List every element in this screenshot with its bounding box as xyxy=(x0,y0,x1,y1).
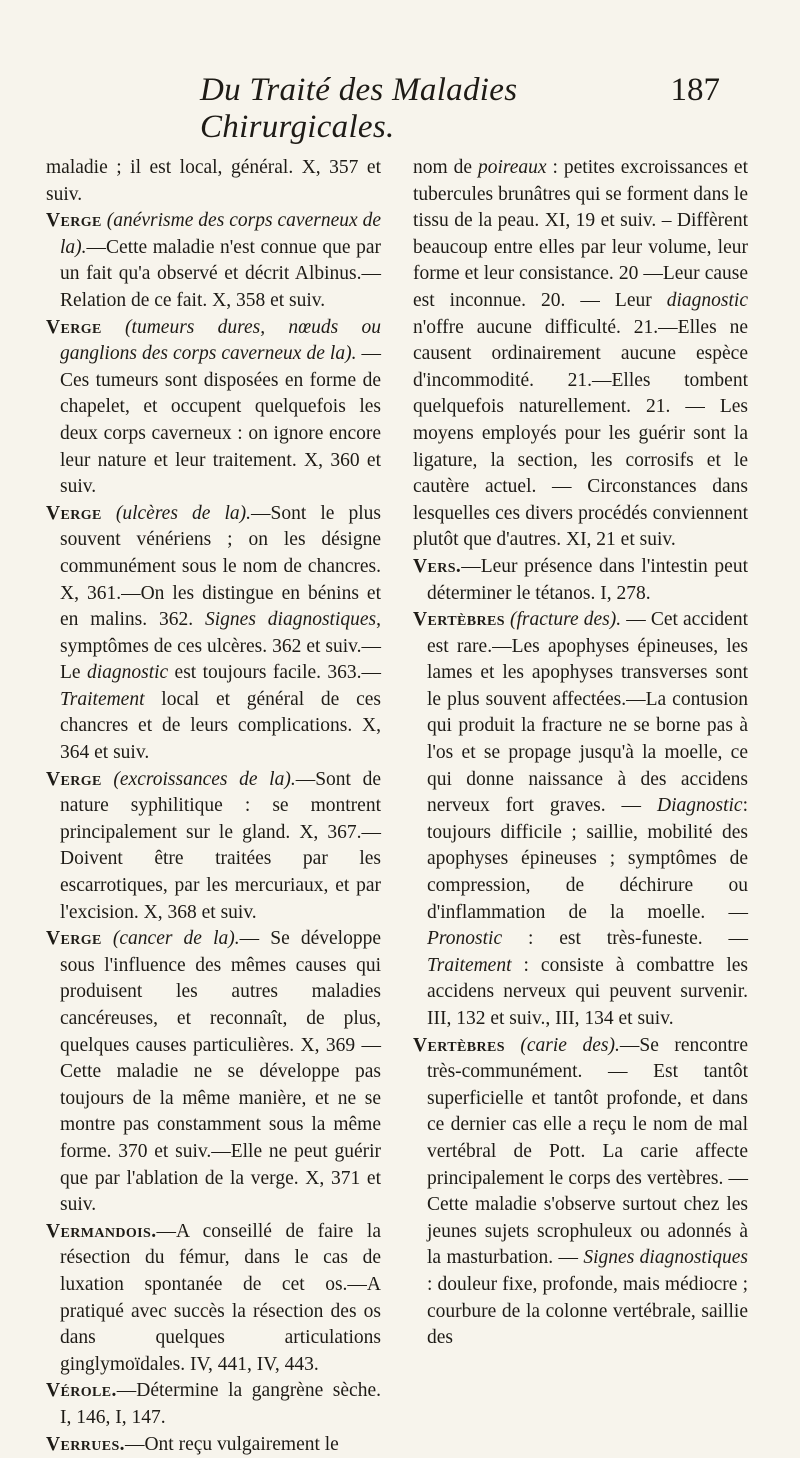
entry-text: — Cet accident est rare.—Les apophyses épineuses, les lames et les apophyses transverses sont le plus souvent affectées.—La contusion qui produit la fracture ne se borne pas à l'os et se propage jusqu'à la moelle, ce qui donne naissance à des accidens nerveux fort graves. — xyxy=(427,609,748,816)
entry-text: —Sont le plus souvent vénériens ; on les désigne communément sous le nom de chancres. X, 361.—On les distingue en bénins et en malins. 362. xyxy=(60,503,381,630)
entry-headword: Vertèbres xyxy=(413,609,505,630)
entry-italic: poireaux xyxy=(478,157,547,178)
entry-text: —Sont de nature syphilitique : se montrent principalement sur le gland. X, 367.—Doivent être traitées par les escarrotiques, par les mercuriaux, et par l'excision. X, 368 et suiv. xyxy=(60,769,381,923)
entry-text: n'offre aucune difficulté. 21.—Elles ne causent ordinairement aucune espèce d'incommodité. 21.—Elles tombent quelquefois naturellement. 21. — Les moyens employés pour les guérir sont la ligature, la section, les corrosifs et le cautère actuel. — Circonstances dans lesquelles ces divers procédés conviennent plutôt que d'autres. XI, 21 et suiv. xyxy=(413,317,748,551)
entry-qualifier: (carie des). xyxy=(520,1035,619,1056)
entry-text: —A conseillé de faire la résection du fémur, dans le cas de luxation spontanée de cet os.—A pratiqué avec succès la résection des os dans quelques articulations ginglymoïdales. IV, 441, IV, 443. xyxy=(60,1221,381,1375)
entry-headword: Verge xyxy=(46,928,102,949)
right-column xyxy=(413,155,748,1352)
continued-entry: maladie ; il est local, général. X, 357 et suiv. xyxy=(46,155,381,208)
entry-qualifier: (cancer de la). xyxy=(113,928,240,949)
entry-qualifier: (anévrisme des corps caverneux de la). xyxy=(60,210,381,258)
entry-text: — Ces tumeurs sont disposées en forme de chapelet, et occupent quelquefois les deux corps caverneux : on ignore encore leur nature et leur traitement. X, 360 et suiv. xyxy=(60,343,381,497)
entry-qualifier: (tumeurs dures, nœuds ou ganglions des corps caverneux de la). xyxy=(60,317,381,365)
entry-headword: Verge xyxy=(46,769,102,790)
entry-text: : douleur fixe, profonde, mais médiocre ; courbure de la colonne vertébrale, saillie des xyxy=(427,1274,748,1348)
page-number: 187 xyxy=(671,72,721,109)
entry-text: , symptômes de ces ulcères. 362 et suiv.—Le xyxy=(60,609,381,683)
entry-verge-tumeurs xyxy=(46,315,381,501)
entry-verrues xyxy=(46,1432,381,1458)
entry-text: : petites excroissances et tubercules brunâtres qui se forment dans le tissu de la peau. XI, 19 et suiv. – Diffèrent beaucoup entre elles par leur volume, leur forme et leur consistance. 20 —Leur cause est inconnue. 20. — Leur xyxy=(413,157,748,311)
entry-text: —Se rencontre très-communément. — Est tantôt superficielle et tantôt profonde, et dans ce dernier cas elle a reçu le nom de mal vertébral de Pott. La carie affecte principalement le corps des vertèbres. — Cette maladie s'observe surtout chez les jeunes sujets scrophuleux ou adonnés à la masturbation. — xyxy=(427,1035,748,1269)
entry-text: : est très-funeste. — xyxy=(502,928,748,949)
entry-text: : toujours difficile ; saillie, mobilité des apophyses épineuses ; symptômes de compression, de déchirure ou d'inflammation de la moelle. — xyxy=(427,795,748,922)
entry-italic: Traitement xyxy=(427,955,512,976)
entry-headword: Verrues. xyxy=(46,1434,125,1455)
entry-italic: Pronostic xyxy=(427,928,502,949)
entry-vers xyxy=(413,554,748,607)
entry-vermandois xyxy=(46,1219,381,1379)
entry-vertebres-carie xyxy=(413,1033,748,1352)
entry-headword: Verge xyxy=(46,210,102,231)
entry-verole xyxy=(46,1378,381,1431)
entry-verge-anevrisme xyxy=(46,208,381,314)
entry-text: — Se développe sous l'influence des mêmes causes qui produisent les autres maladies cancéreuses, et reconnaît, de plus, quelques causes particulières. X, 369 — Cette maladie ne se développe pas toujours de la même manière, et ne se montre pas constamment sous la même forme. 370 et suiv.—Elle ne peut guérir que par l'ablation de la verge. X, 371 et suiv. xyxy=(60,928,381,1215)
entry-headword: Verge xyxy=(46,503,102,524)
entry-italic: diagnostic xyxy=(667,290,748,311)
entry-text: est toujours facile. 363.— xyxy=(168,662,381,683)
entry-text: local et général de ces chancres et de leurs complications. X, 364 et suiv. xyxy=(60,689,381,763)
entry-text: —Cette maladie n'est connue que par un fait qu'a observé et décrit Albinus.—Relation de ce fait. X, 358 et suiv. xyxy=(60,237,381,311)
running-header xyxy=(200,72,720,118)
entry-vertebres-fracture xyxy=(413,607,748,1033)
entry-text: —Leur présence dans l'intestin peut déterminer le tétanos. I, 278. xyxy=(427,556,748,604)
entry-verge-cancer xyxy=(46,926,381,1219)
entry-text: nom de xyxy=(413,157,478,178)
entry-text: —Ont reçu vulgairement le xyxy=(125,1434,339,1455)
entry-italic: Signes diagnostiques xyxy=(583,1247,748,1268)
entry-headword: Verge xyxy=(46,317,102,338)
entry-headword: Vérole. xyxy=(46,1380,117,1401)
entry-italic: Traitement xyxy=(60,689,145,710)
entry-italic: Diagnostic xyxy=(657,795,743,816)
entry-verge-excroissances xyxy=(46,767,381,927)
continued-entry xyxy=(413,155,748,554)
entry-headword: Vermandois. xyxy=(46,1221,156,1242)
entry-headword: Vertèbres xyxy=(413,1035,505,1056)
entry-text: : consiste à combattre les accidens nerveux qui peuvent survenir. III, 132 et suiv., III, 134 et suiv. xyxy=(427,955,748,1029)
entry-qualifier: (fracture des). xyxy=(510,609,621,630)
entry-italic: Signes diagnostiques xyxy=(205,609,376,630)
entry-qualifier: (excroissances de la). xyxy=(113,769,295,790)
entry-verge-ulceres xyxy=(46,501,381,767)
entry-qualifier: (ulcères de la). xyxy=(116,503,251,524)
left-column xyxy=(46,155,381,1458)
entry-headword: Vers. xyxy=(413,556,461,577)
entry-text: —Détermine la gangrène sèche. I, 146, I, 147. xyxy=(60,1380,381,1428)
running-title: Du Traité des Maladies Chirurgicales. xyxy=(200,72,671,146)
entry-italic: diagnostic xyxy=(87,662,168,683)
